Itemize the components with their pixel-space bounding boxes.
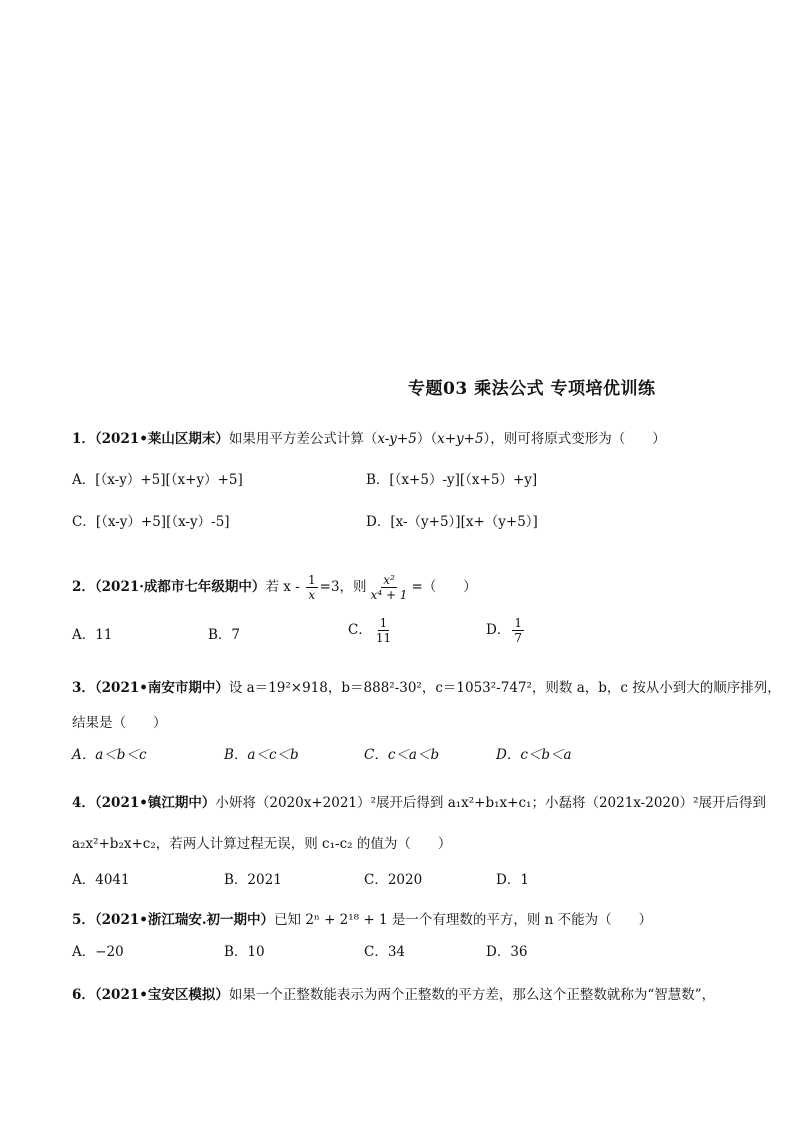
question-number: 2． bbox=[72, 579, 95, 595]
stem-text: 已知 2ⁿ + 2¹⁸ + 1 是一个有理数的平方，则 n 不能为（ ） bbox=[274, 912, 653, 928]
question-source: （2021•浙江瑞安.初一期中） bbox=[94, 912, 275, 928]
option-d: D．[x-（y+5）][x+（y+5）] bbox=[366, 514, 538, 530]
question-number: 1． bbox=[72, 431, 95, 447]
stem-text: 设 a＝19²×918，b＝888²-30²，c＝1053²-747²，则数 a，b，c 按从小到大的顺序排列， bbox=[228, 680, 781, 696]
question-1-stem bbox=[72, 429, 666, 449]
option-a: A．−20 bbox=[72, 944, 124, 960]
option-b: B．7 bbox=[208, 627, 241, 643]
stem-text: 如果用平方差公式计算（ bbox=[228, 431, 378, 447]
option-d: D．1 bbox=[496, 872, 529, 888]
question-number: 4． bbox=[72, 795, 95, 811]
fraction: $\frac{1}{x}$ bbox=[308, 573, 316, 602]
question-source: （2021·成都市七年级期中） bbox=[94, 579, 266, 595]
question-source: （2021•镇江期中） bbox=[94, 795, 216, 811]
question-2-stem bbox=[72, 573, 477, 602]
option-d: D． $\frac{1}{7}$ bbox=[486, 616, 522, 645]
stem-text: =（ ） bbox=[411, 579, 477, 595]
question-3-stem bbox=[72, 678, 781, 698]
option-a: A．[（x-y）+5][（x+y）+5] bbox=[72, 472, 243, 488]
option-b: B．a＜c＜b bbox=[224, 747, 299, 763]
option-c: C．[（x-y）+5][（x-y）-5] bbox=[72, 514, 230, 530]
option-b: B．10 bbox=[224, 944, 265, 960]
fraction: $\frac{\text{x²}}{\text{x⁴ + 1}}$ bbox=[370, 573, 408, 602]
option-a: A．4041 bbox=[72, 872, 130, 888]
document-title: 专题03 乘法公式 专项培优训练 bbox=[408, 379, 656, 399]
question-3-stem-line2: 结果是（ ） bbox=[72, 715, 167, 731]
stem-expr: x-y+5 bbox=[377, 431, 417, 447]
option-d: D．c＜b＜a bbox=[496, 747, 572, 763]
question-4-stem-line2: a₂x²+b₂x+c₂，若两人计算过程无误，则 c₁-c₂ 的值为（ ） bbox=[72, 836, 452, 852]
fraction: $\frac{1}{11}$ bbox=[375, 616, 392, 645]
question-source: （2021•莱山区期末） bbox=[94, 431, 229, 447]
stem-text: =3，则 bbox=[319, 579, 367, 595]
stem-text: ）（ bbox=[416, 431, 438, 447]
question-number: 3． bbox=[72, 680, 95, 696]
option-c: C． $\frac{1}{11}$ bbox=[348, 616, 392, 645]
option-b: B．[（x+5）-y][（x+5）+y] bbox=[366, 472, 538, 488]
stem-text: 小妍将（2020x+2021）²展开后得到 a₁x²+b₁x+c₁；小磊将（2021x-2020）²展开后得到 bbox=[215, 795, 767, 811]
stem-text: 若 x - bbox=[265, 579, 300, 595]
question-number: 5． bbox=[72, 912, 95, 928]
question-source: （2021•宝安区模拟） bbox=[94, 987, 229, 1003]
option-a: A．11 bbox=[72, 627, 113, 643]
stem-expr: x+y+5 bbox=[437, 431, 484, 447]
question-4-stem bbox=[72, 793, 766, 813]
stem-text: ），则可将原式变形为（ ） bbox=[483, 431, 666, 447]
option-c: C．c＜a＜b bbox=[364, 747, 440, 763]
option-c: C．34 bbox=[364, 944, 406, 960]
question-source: （2021•南安市期中） bbox=[94, 680, 229, 696]
question-number: 6． bbox=[72, 987, 95, 1003]
option-c: C．2020 bbox=[364, 872, 423, 888]
option-a: A．a＜b＜c bbox=[72, 747, 147, 763]
question-5-stem bbox=[72, 910, 652, 930]
fraction: $\frac{1}{7}$ bbox=[514, 616, 522, 645]
option-b: B．2021 bbox=[224, 872, 282, 888]
option-d: D．36 bbox=[486, 944, 528, 960]
stem-text: 如果一个正整数能表示为两个正整数的平方差，那么这个正整数就称为“智慧数”， bbox=[228, 987, 716, 1003]
question-6-stem bbox=[72, 985, 715, 1005]
